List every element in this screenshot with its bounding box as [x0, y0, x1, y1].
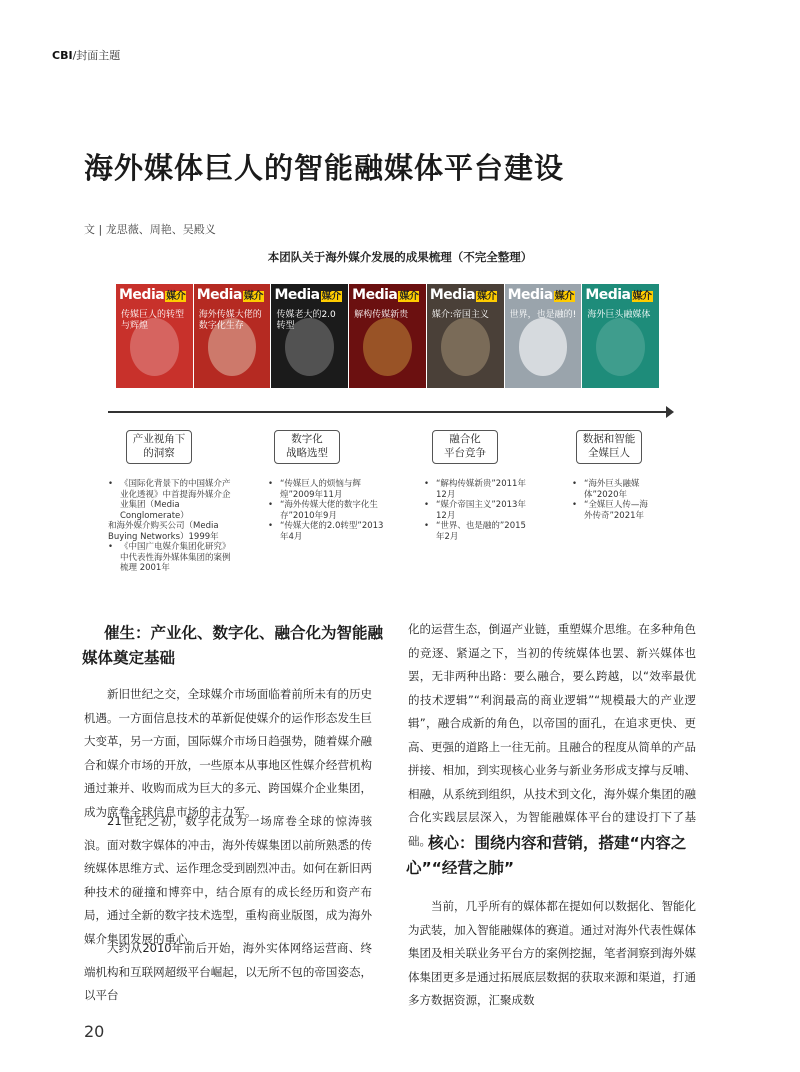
stage-list-convergence	[424, 479, 532, 542]
magazine-covers-strip	[116, 284, 660, 388]
stage-label: 数据和智能	[582, 433, 636, 445]
paragraph: 大约从2010年前后开始，海外实体网络运营商、终端机构和互联网超级平台崛起，以无所不包的帝国姿态，以平台	[84, 941, 372, 1002]
stage-label: 的洞察	[143, 447, 175, 459]
paragraph: 新旧世纪之交，全球媒介市场面临着前所未有的历史机遇。一方面信息技术的革新促使媒介的运作形态发生巨大变革，另一方面，国际媒介市场日趋强势，随着媒介融合和媒介市场的开放，一些原本从事地区性媒介经营机构通过兼并、收购而成为巨大的多元、跨国媒介企业集团，成为席卷全球信息市场的主力军。	[84, 687, 372, 819]
list-item: • “世界、也是融的”2015年2月	[424, 521, 532, 542]
stage-box-industry	[126, 430, 192, 464]
cover-masthead: Media 媒介	[352, 287, 419, 303]
list-item: • 《国际化背景下的中国媒介产业化透视》中首提海外媒介企业集团（Media Conglomerate）	[108, 479, 236, 521]
list-item: • “海外传媒大佬的数字化生存”2010年9月	[268, 500, 390, 521]
timeline-arrow-icon	[666, 406, 674, 418]
stage-list-digital	[268, 479, 390, 542]
stage-label: 融合化	[449, 433, 481, 445]
magazine-cover	[349, 284, 427, 388]
figure-caption: 本团队关于海外媒介发展的成果梳理（不完全整理）	[267, 250, 533, 264]
cover-masthead: Media 媒介	[196, 287, 263, 303]
cover-headline: 海外巨头融媒体	[587, 310, 651, 320]
section-heading-2	[406, 831, 698, 881]
magazine-cover	[427, 284, 505, 388]
cover-masthead: Media 媒介	[507, 287, 574, 303]
cover-headline: 解构传媒新贵	[354, 310, 409, 320]
stage-box-digital	[274, 430, 340, 464]
stage-label: 全媒巨人	[588, 447, 630, 459]
magazine-cover	[505, 284, 583, 388]
list-item: • “海外巨头融媒体”2020年	[572, 479, 656, 500]
article-author: 文 | 龙思薇、周艳、吴殿义	[84, 223, 216, 236]
heading-line: 核心：围绕内容和营销，搭建“内容之	[428, 834, 687, 852]
list-item: • 《中国广电媒介集团化研究》中代表性海外媒体集团的案例梳理 2001年	[108, 542, 236, 574]
cover-headline: 媒介:帝国主义	[431, 310, 489, 320]
stage-label: 产业视角下	[132, 433, 186, 445]
cover-masthead: Media 媒介	[585, 287, 652, 303]
list-item: 和海外媒介购买公司（Media Buying Networks）1999年	[108, 521, 219, 542]
magazine-cover	[582, 284, 660, 388]
magazine-cover	[194, 284, 272, 388]
magazine-cover	[116, 284, 194, 388]
cover-masthead: Media 媒介	[274, 287, 341, 303]
list-item: • “传媒巨人的烦恼与辉煌”2009年11月	[268, 479, 390, 500]
cover-headline: 传媒巨人的转型与辉煌	[121, 310, 185, 331]
section-label: /封面主题	[72, 49, 121, 62]
cover-masthead: Media 媒介	[119, 287, 186, 303]
stage-box-intelligent	[576, 430, 642, 464]
paragraph: 21世纪之初，数字化成为一场席卷全球的惊涛骇浪。面对数字媒体的冲击，海外传媒集团以前所熟悉的传统媒体思维方式、运作理念受到剧烈冲击。如何在新旧两种技术的碰撞和博弈中，结合原有的成长经历和资产布局，通过全新的数字技术选型，重构商业版图，成为海外媒介集团发展的重心。	[84, 814, 372, 946]
list-item: • “媒介帝国主义”2013年12月	[424, 500, 532, 521]
cover-artwork	[519, 318, 568, 376]
cover-headline: 世界，也是融的!	[509, 310, 577, 320]
article-title: 海外媒体巨人的智能融媒体平台建设	[84, 151, 565, 185]
cover-headline: 传媒老大的2.0转型	[276, 310, 336, 331]
magazine-logo: CBI	[52, 49, 73, 62]
paragraph: 化的运营生态，倒逼产业链，重塑媒介思维。在多种角色的竞逐、紧逼之下，当初的传统媒体也罢、新兴媒体也罢，无非两种出路：要么融合，要么跨越，以“效率最优的技术逻辑”“利润最高的商业逻辑”“规模最大的产业逻辑”，融合成新的角色，以帝国的面孔，在追求更快、更高、更强的道路上一往无前。且融合的程度从简单的产品拼接、相加，到实现核心业务与新业务形成支撑与反哺、相融，从系统到组织，从技术到文化，海外媒介集团的融合化实践层层深入，为智能融媒体平台的建设打下了基础。	[408, 622, 696, 848]
paragraph: 当前，几乎所有的媒体都在提如何以数据化、智能化为武装，加入智能融媒体的赛道。通过对海外代表性媒体集团及相关联业务平台方的案例挖掘，笔者洞察到海外媒体集团更多是通过拓展底层数据的获取来源和渠道，打通多方数据资源，汇聚成数	[408, 899, 696, 1007]
stage-label: 数字化	[291, 433, 323, 445]
stage-label: 战略选型	[286, 447, 328, 459]
list-item: • “全媒巨人传—海外传奇”2021年	[572, 500, 656, 521]
heading-line: 催生：产业化、数字化、融合化为智能融	[104, 624, 384, 642]
page-number: 20	[84, 1022, 105, 1041]
cover-artwork	[441, 318, 490, 376]
list-item: • “传媒大佬的2.0转型”2013年4月	[268, 521, 390, 542]
stage-box-convergence	[432, 430, 498, 464]
heading-line: 心”“经营之肺”	[406, 859, 515, 877]
heading-line: 媒体奠定基础	[82, 649, 176, 667]
stage-label: 平台竞争	[444, 447, 486, 459]
stage-list-intelligent	[572, 479, 656, 521]
running-header	[52, 47, 120, 63]
cover-headline: 海外传媒大佬的数字化生存	[198, 310, 262, 331]
magazine-cover	[271, 284, 349, 388]
list-item: • “解构传媒新贵”2011年12月	[424, 479, 532, 500]
cover-masthead: Media 媒介	[429, 287, 497, 303]
timeline-line	[108, 411, 670, 413]
stage-list-industry	[108, 479, 236, 574]
section-heading-1	[82, 621, 394, 671]
cover-artwork	[363, 318, 412, 376]
cover-artwork	[596, 318, 645, 376]
